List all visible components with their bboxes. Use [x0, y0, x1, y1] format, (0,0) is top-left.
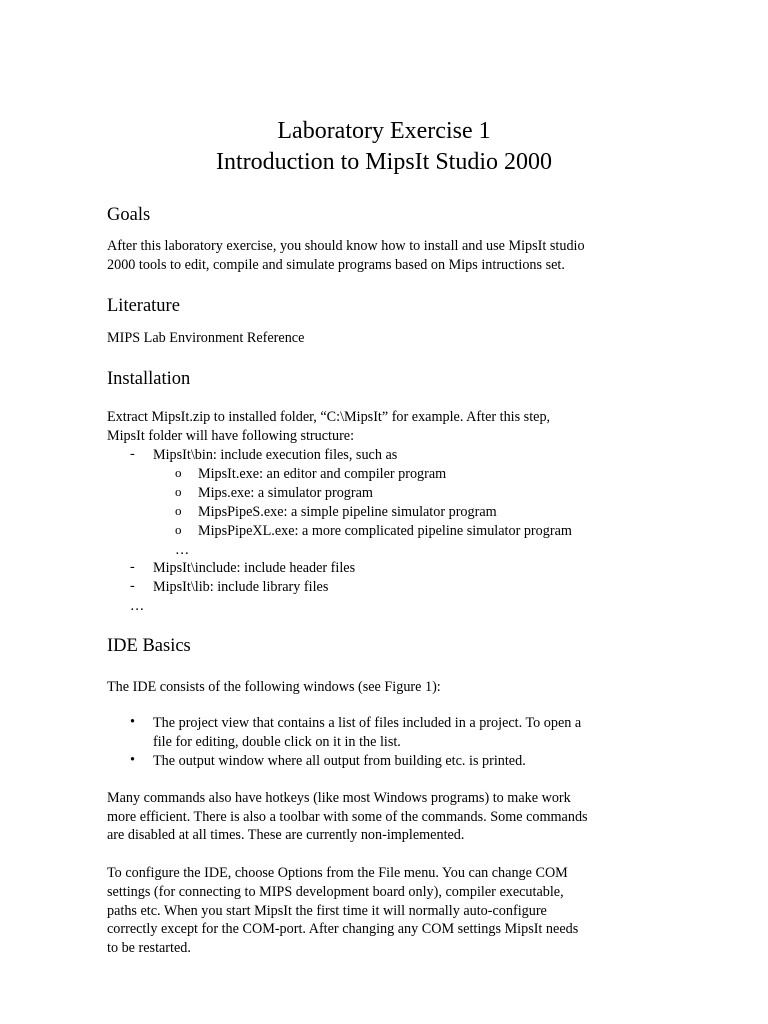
dash-marker: -: [130, 446, 135, 462]
dash-marker: -: [130, 559, 135, 575]
ide-para-1-line-1: Many commands also have hotkeys (like most Windows programs) to make work: [107, 790, 571, 806]
page-subtitle: Introduction to MipsIt Studio 2000: [216, 149, 552, 175]
goals-line-2: 2000 tools to edit, compile and simulate programs based on Mips intructions set.: [107, 257, 565, 273]
circle-marker: o: [175, 503, 182, 518]
bin-item-mipsit: MipsIt.exe: an editor and compiler program: [198, 466, 447, 482]
ide-para-1-line-2: more efficient. There is also a toolbar with some of the commands. Some commands: [107, 809, 588, 825]
ide-para-2-line-4: correctly except for the COM-port. After changing any COM settings MipsIt needs: [107, 921, 579, 937]
bin-ellipsis: …: [175, 542, 190, 558]
bin-item-mips: Mips.exe: a simulator program: [198, 485, 373, 501]
installation-ellipsis: …: [130, 598, 145, 614]
ide-bullet-1-line-1: The project view that contains a list of files included in a project. To open a: [153, 715, 582, 731]
ide-para-2-line-2: settings (for connecting to MIPS development board only), compiler executable,: [107, 884, 564, 900]
ide-para-2-line-1: To configure the IDE, choose Options from the File menu. You can change COM: [107, 865, 568, 881]
goals-line-1: After this laboratory exercise, you should know how to install and use MipsIt studio: [107, 238, 585, 254]
bullet-marker: •: [130, 714, 135, 730]
circle-marker: o: [175, 465, 182, 480]
ide-para-2-line-5: to be restarted.: [107, 940, 191, 956]
bin-item-mipspipexl: MipsPipeXL.exe: a more complicated pipeline simulator program: [198, 523, 572, 539]
circle-marker: o: [175, 484, 182, 499]
page-title: Laboratory Exercise 1: [277, 118, 491, 144]
ide-bullet-2: The output window where all output from building etc. is printed.: [153, 753, 526, 769]
bin-item-mipspipes: MipsPipeS.exe: a simple pipeline simulator program: [198, 504, 497, 520]
literature-text: MIPS Lab Environment Reference: [107, 330, 305, 346]
ide-intro: The IDE consists of the following windows (see Figure 1):: [107, 679, 441, 695]
bin-folder-item: MipsIt\bin: include execution files, such as: [153, 447, 398, 463]
ide-para-1-line-3: are disabled at all times. These are currently non-implemented.: [107, 827, 465, 843]
ide-bullet-1-line-2: file for editing, double click on it in the list.: [153, 734, 401, 750]
installation-intro-line-1: Extract MipsIt.zip to installed folder, “C:\MipsIt” for example. After this step,: [107, 409, 551, 425]
circle-marker: o: [175, 522, 182, 537]
ide-para-2-line-3: paths etc. When you start MipsIt the first time it will normally auto-configure: [107, 903, 547, 919]
installation-intro-line-2: MipsIt folder will have following structure:: [107, 428, 355, 444]
ide-heading: IDE Basics: [107, 636, 191, 656]
include-folder-item: MipsIt\include: include header files: [153, 560, 356, 576]
goals-heading: Goals: [107, 205, 151, 225]
bullet-marker: •: [130, 752, 135, 768]
literature-heading: Literature: [107, 296, 180, 316]
dash-marker: -: [130, 578, 135, 594]
installation-heading: Installation: [107, 369, 191, 389]
lib-folder-item: MipsIt\lib: include library files: [153, 579, 329, 595]
